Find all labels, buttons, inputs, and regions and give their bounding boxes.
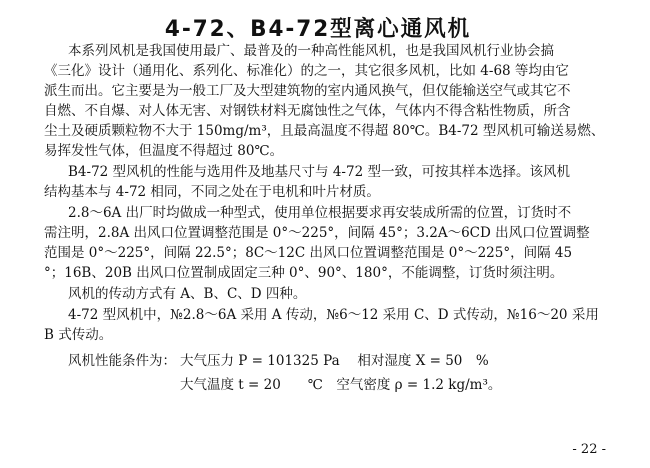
paragraph-1-line-5: 尘土及硬质颗粒物不大于 150mg/m³，且最高温度不得超 80℃。B4-72 型风机可输送易燃、	[44, 123, 605, 139]
paragraph-1-line-4: 自燃、不自爆、对人体无害、对钢铁材料无腐蚀性之气体，气体内不得含粘性物质，所含	[44, 103, 571, 119]
paragraph-1-line-1: 本系列风机是我国使用最广、最普及的一种高性能风机，也是我国风机行业协会搞	[68, 43, 554, 59]
paragraph-4-line-1: 风机的传动方式有 A、B、C、D 四种。	[68, 286, 307, 302]
conditions-label: 风机性能条件为：	[68, 353, 176, 369]
conditions-line-2: 大气温度 t = 20 ℃ 空气密度 ρ = 1.2 kg/m³。	[180, 377, 502, 393]
paragraph-3-line-4: °；16B、20B 出风口位置制成固定三种 0°、90°、180°，不能调整，订货时须注明。	[44, 265, 564, 281]
paragraph-1-line-6: 易挥发性气体，但温度不得超过 80℃。	[44, 143, 284, 159]
paragraph-5-line-1: 4-72 型风机中，№2.8～6A 采用 A 传动，№6～12 采用 C、D 式传动，№16～20 采用	[68, 307, 599, 323]
paragraph-3-line-3: 范围是 0°～225°，间隔 22.5°；8C～12C 出风口位置调整范围是 0°～225°，间隔 45	[44, 245, 573, 261]
paragraph-5-line-2: B 式传动。	[44, 327, 113, 343]
paragraph-3-line-1: 2.8～6A 出厂时均做成一种型式，使用单位根据要求再安装成所需的位置，订货时不	[68, 205, 572, 221]
paragraph-1-line-2: 《三化》设计（通用化、系列化、标准化）的之一，其它很多风机，比如 4-68 等均由它	[44, 63, 569, 79]
conditions-line-1: 大气压力 P = 101325 Pa 相对湿度 X = 50 %	[180, 353, 489, 369]
page-number: - 22 -	[572, 442, 606, 457]
paragraph-2-line-2: 结构基本与 4-72 相同，不同之处在于电机和叶片材质。	[44, 184, 380, 200]
paragraph-1-line-3: 派生而出。它主要是为一般工厂及大型建筑物的室内通风换气，但仅能输送空气或其它不	[44, 83, 571, 99]
paragraph-3-line-2: 需注明，2.8A 出风口位置调整范围是 0°～225°，间隔 45°；3.2A～6CD 出风口位置调整	[44, 225, 590, 241]
page-title: 4-72、B4-72型离心通风机	[164, 17, 472, 42]
paragraph-2-line-1: B4-72 型风机的性能与选用件及地基尺寸与 4-72 型一致，可按其样本选择。该风机	[68, 164, 570, 180]
